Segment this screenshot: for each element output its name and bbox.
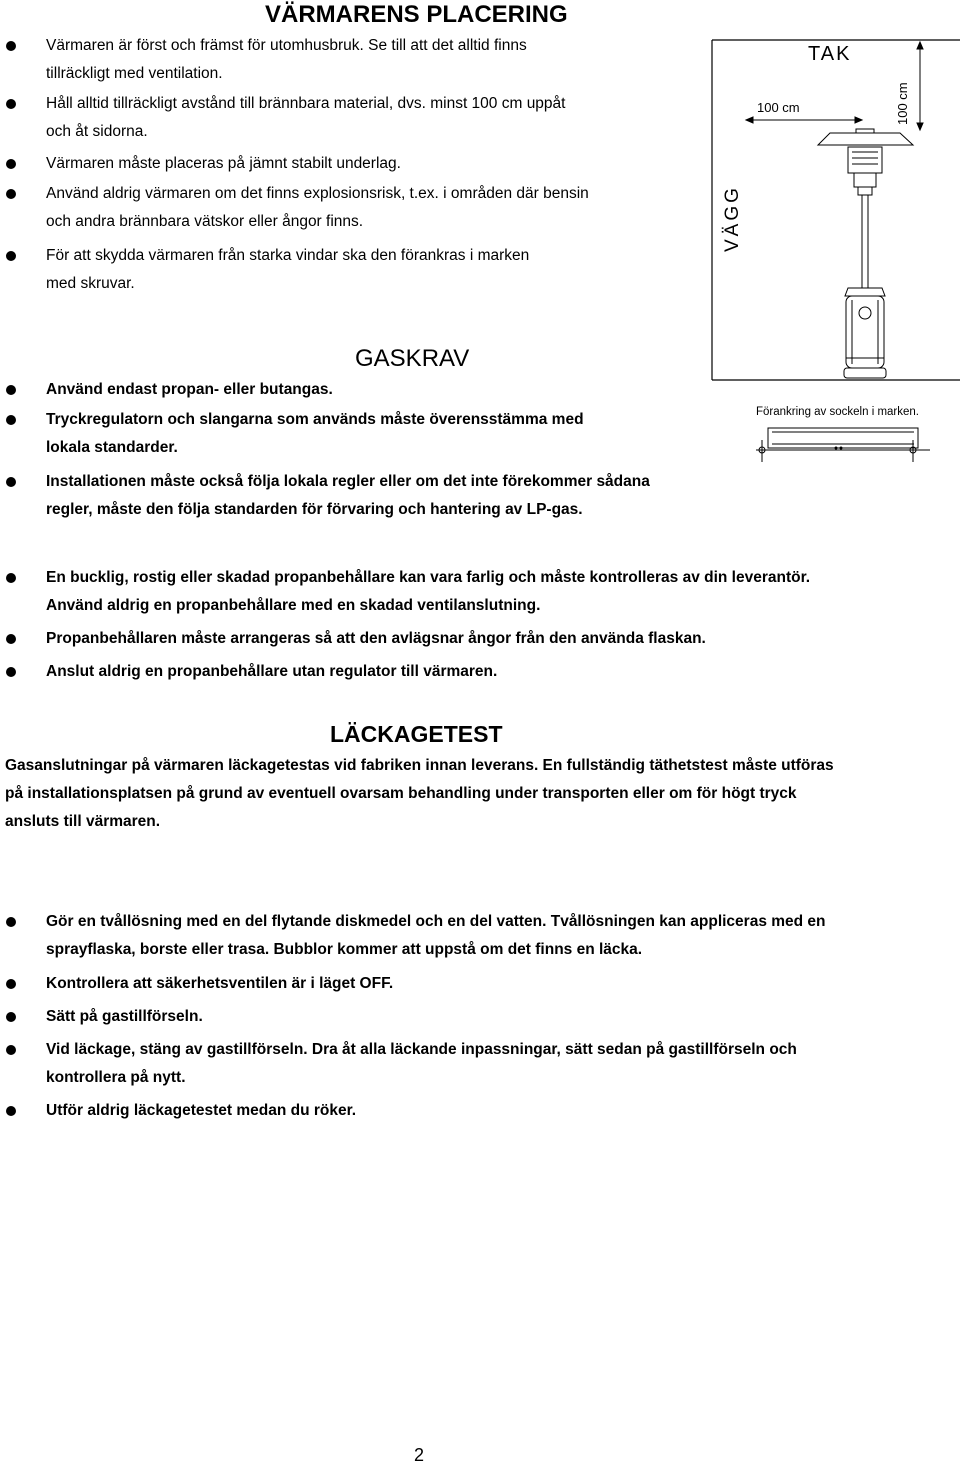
bullet-icon <box>6 477 16 487</box>
list-item: Använd aldrig värmaren om det finns explosionsrisk, t.ex. i områden där bensin och andra brännbara vätskor eller ångor finns. <box>0 180 589 236</box>
bullet-icon <box>6 159 16 169</box>
bullet-icon <box>6 99 16 109</box>
diagram-frame <box>712 40 960 380</box>
list-item: För att skydda värmaren från starka vindar ska den förankras i marken med skruvar. <box>0 242 589 298</box>
section-title-leak: LÄCKAGETEST <box>330 721 503 747</box>
section-title-placement: VÄRMARENS PLACERING <box>265 1 568 28</box>
wall-label: VÄGG <box>722 185 743 252</box>
list-item: En bucklig, rostig eller skadad propanbehållare kan vara farlig och måste kontrolleras av din leverantör. Använd aldrig en propanbehållare med en skadad ventilanslutning. <box>0 564 810 620</box>
list-item: Värmaren är först och främst för utomhusbruk. Se till att det alltid finns tillräckligt med ventilation. <box>0 32 589 88</box>
leak-list <box>0 908 826 1125</box>
side-distance-label: 100 cm <box>757 100 800 115</box>
anchor-caption: Förankring av sockeln i marken. <box>756 406 919 418</box>
heater-drawing <box>818 129 913 378</box>
list-item: Gör en tvållösning med en del flytande diskmedel och en del vatten. Tvållösningen kan appliceras med en sprayflaska, borste eller trasa. Bubblor kommer att uppstå om det finns en läcka. <box>0 908 826 964</box>
list-item: Utför aldrig läckagetestet medan du röker. <box>0 1097 826 1125</box>
list-item: Kontrollera att säkerhetsventilen är i läget OFF. <box>0 970 826 998</box>
leak-intro: Gasanslutningar på värmaren läckagetestas vid fabriken innan leverans. En fullständig täthetstest måste utföras på installationsplatsen på grund av eventuell ovarsam behandling under transporten eller om för högt tryck ansluts till värmaren. <box>5 757 834 830</box>
top-distance-arrow <box>917 42 923 130</box>
bullet-icon <box>6 251 16 261</box>
bullet-icon <box>6 917 16 927</box>
list-item: Installationen måste också följa lokala regler eller om det inte förekommer sådana regler, måste den följa standarden för förvaring och hantering av LP-gas. <box>0 468 650 524</box>
side-distance-arrow <box>746 117 862 123</box>
bullet-icon <box>6 634 16 644</box>
bullet-icon <box>6 189 16 199</box>
list-item: Propanbehållaren måste arrangeras så att den avlägsnar ångor från den använda flaskan. <box>0 625 810 653</box>
list-item: Tryckregulatorn och slangarna som används måste överensstämma med lokala standarder. <box>0 406 650 462</box>
anchor-plate-drawing <box>756 428 930 462</box>
bullet-icon <box>6 1012 16 1022</box>
section-title-gas: GASKRAV <box>355 345 470 372</box>
list-item: Vid läckage, stäng av gastillförseln. Dra åt alla läckande inpassningar, sätt sedan på gastillförseln och kontrollera på nytt. <box>0 1036 826 1092</box>
bullet-icon <box>6 1106 16 1116</box>
bullet-icon <box>6 41 16 51</box>
list-item: Håll alltid tillräckligt avstånd till brännbara material, dvs. minst 100 cm uppåt och åt sidorna. <box>0 90 589 146</box>
list-item: Sätt på gastillförseln. <box>0 1003 826 1031</box>
bullet-icon <box>6 667 16 677</box>
roof-label: TAK <box>808 43 852 65</box>
cylinder-list <box>0 564 810 686</box>
list-item: Använd endast propan- eller butangas. <box>0 376 650 404</box>
top-distance-label: 100 cm <box>895 82 910 125</box>
gas-list <box>0 376 650 524</box>
list-item: Värmaren måste placeras på jämnt stabilt underlag. <box>0 150 589 178</box>
bullet-icon <box>6 385 16 395</box>
placement-diagram <box>700 30 960 470</box>
bullet-icon <box>6 415 16 425</box>
page-number: 2 <box>414 1445 425 1465</box>
bullet-icon <box>6 1045 16 1055</box>
bullet-icon <box>6 573 16 583</box>
list-item: Anslut aldrig en propanbehållare utan regulator till värmaren. <box>0 658 810 686</box>
placement-list <box>0 32 589 298</box>
bullet-icon <box>6 979 16 989</box>
